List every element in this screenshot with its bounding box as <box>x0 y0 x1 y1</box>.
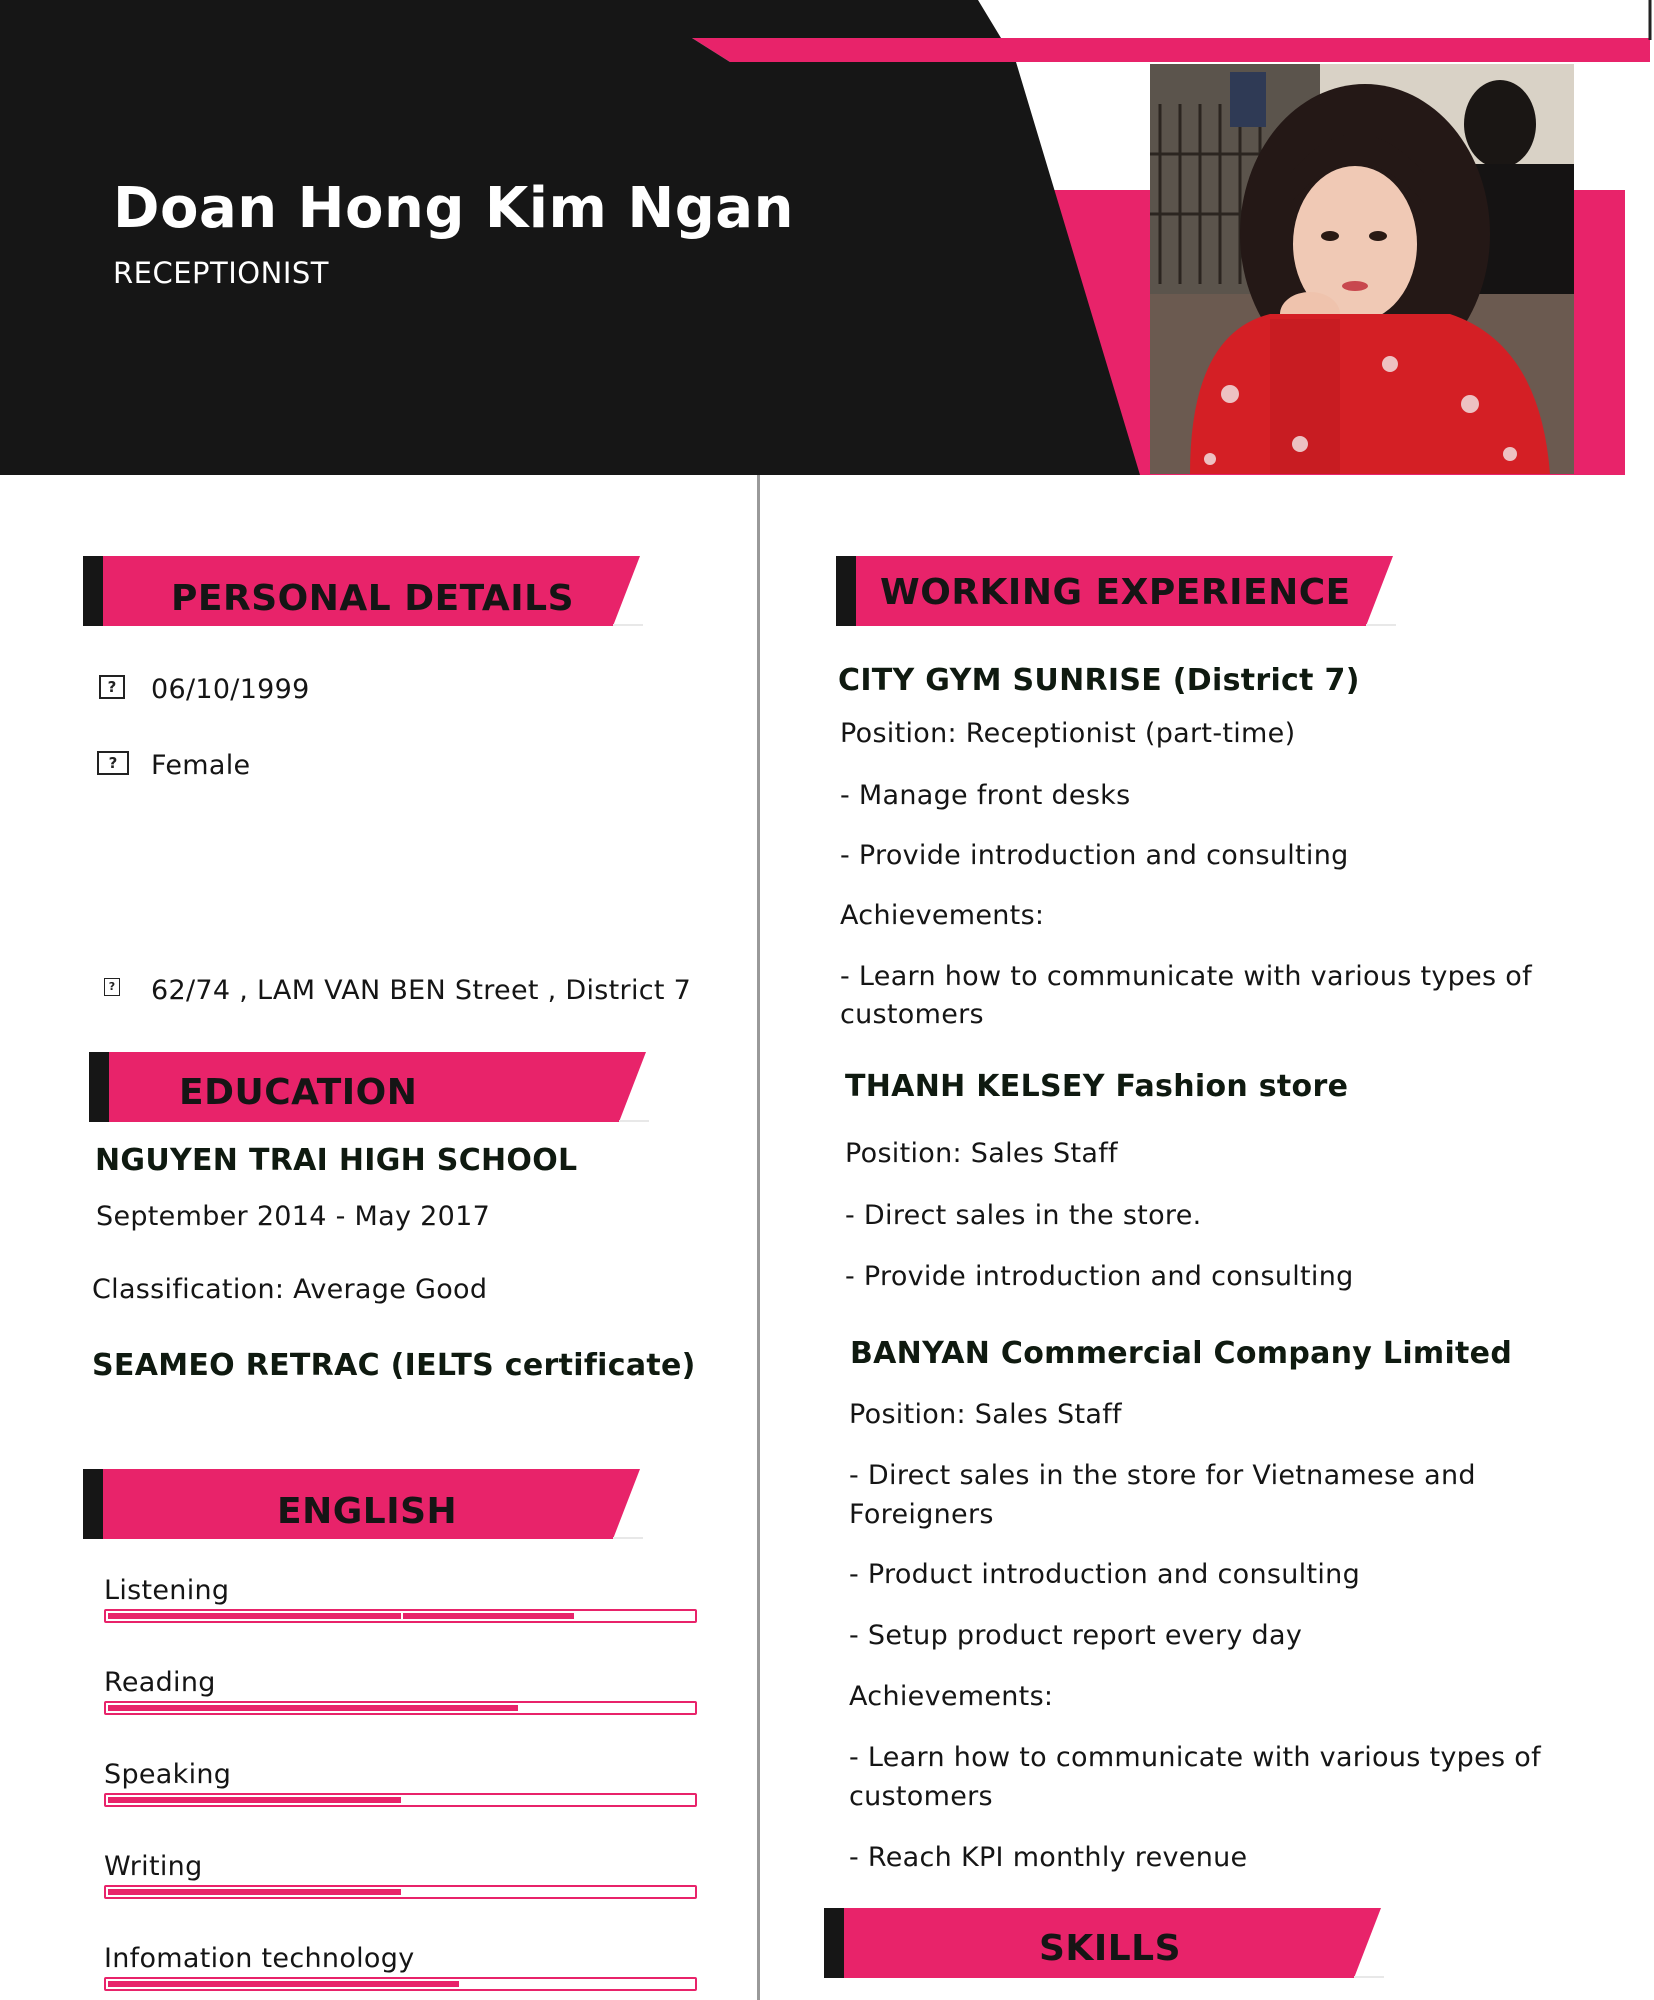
skill-bar-it <box>104 1977 697 1991</box>
job3-achievements-label: Achievements: <box>849 1681 1054 1712</box>
skill-label-it: Infomation technology <box>104 1943 415 1974</box>
job1-achievements-label: Achievements: <box>840 900 1045 931</box>
skill-fill-writing <box>108 1889 401 1895</box>
job2-company: THANH KELSEY Fashion store <box>845 1069 1349 1104</box>
skill-fill-it <box>108 1981 459 1987</box>
skills-header <box>824 1908 1384 1978</box>
candidate-name: Doan Hong Kim Ngan <box>113 176 794 241</box>
job3-duty: - Setup product report every day <box>849 1620 1303 1651</box>
profile-photo <box>1150 64 1574 474</box>
education-title: EDUCATION <box>179 1072 418 1113</box>
job3-achievement-cont: customers <box>849 1781 993 1812</box>
skill-bar-writing <box>104 1885 697 1899</box>
english-title: ENGLISH <box>277 1491 458 1532</box>
certificate-name: SEAMEO RETRAC (IELTS certificate) <box>92 1348 696 1383</box>
job1-duty: - Provide introduction and consulting <box>840 840 1349 871</box>
job2-duty: - Provide introduction and consulting <box>845 1261 1354 1292</box>
job1-company: CITY GYM SUNRISE (District 7) <box>838 663 1360 698</box>
skill-fill-reading <box>108 1705 518 1711</box>
job1-position: Position: Receptionist (part-time) <box>840 718 1296 749</box>
skill-label-listening: Listening <box>104 1575 230 1606</box>
skill-bar-listening <box>104 1609 697 1623</box>
job1-duty: - Manage front desks <box>840 780 1131 811</box>
working-experience-title: WORKING EXPERIENCE <box>880 572 1351 613</box>
address: 62/74 , LAM VAN BEN Street , District 7 <box>151 975 692 1006</box>
english-header <box>83 1469 643 1539</box>
education-header <box>89 1052 649 1122</box>
job1-achievement: - Learn how to communicate with various types of <box>840 961 1532 992</box>
skill-label-writing: Writing <box>104 1851 203 1882</box>
job3-achievement: - Learn how to communicate with various types of <box>849 1742 1541 1773</box>
job2-position: Position: Sales Staff <box>845 1138 1118 1169</box>
job3-duty: - Product introduction and consulting <box>849 1559 1361 1590</box>
gender: Female <box>151 750 251 781</box>
gender-icon: ? <box>97 751 129 775</box>
location-icon: ? <box>104 978 120 996</box>
skill-fill-listening-extra <box>403 1613 574 1619</box>
job3-company: BANYAN Commercial Company Limited <box>850 1336 1513 1371</box>
personal-details-title: PERSONAL DETAILS <box>171 578 575 619</box>
skill-label-speaking: Speaking <box>104 1759 232 1790</box>
job3-achievement: - Reach KPI monthly revenue <box>849 1842 1248 1873</box>
calendar-icon: ? <box>99 675 125 699</box>
job3-duty: - Direct sales in the store for Vietnamese and <box>849 1460 1476 1491</box>
skills-title: SKILLS <box>1039 1928 1182 1969</box>
school-classification: Classification: Average Good <box>92 1274 488 1305</box>
skill-bar-speaking <box>104 1793 697 1807</box>
column-divider <box>757 475 760 2000</box>
job1-achievement-cont: customers <box>840 999 984 1030</box>
skill-fill-speaking <box>108 1797 401 1803</box>
skill-label-reading: Reading <box>104 1667 216 1698</box>
school-name: NGUYEN TRAI HIGH SCHOOL <box>95 1143 578 1178</box>
skill-bar-reading <box>104 1701 697 1715</box>
job2-duty: - Direct sales in the store. <box>845 1200 1202 1231</box>
working-experience-header <box>836 556 1396 626</box>
personal-details-header <box>83 556 643 626</box>
birth-date: 06/10/1999 <box>151 674 310 705</box>
skill-fill-listening <box>108 1613 401 1619</box>
job3-duty-cont: Foreigners <box>849 1499 994 1530</box>
candidate-role: RECEPTIONIST <box>113 256 329 290</box>
school-period: September 2014 - May 2017 <box>96 1201 491 1232</box>
job3-position: Position: Sales Staff <box>849 1399 1122 1430</box>
